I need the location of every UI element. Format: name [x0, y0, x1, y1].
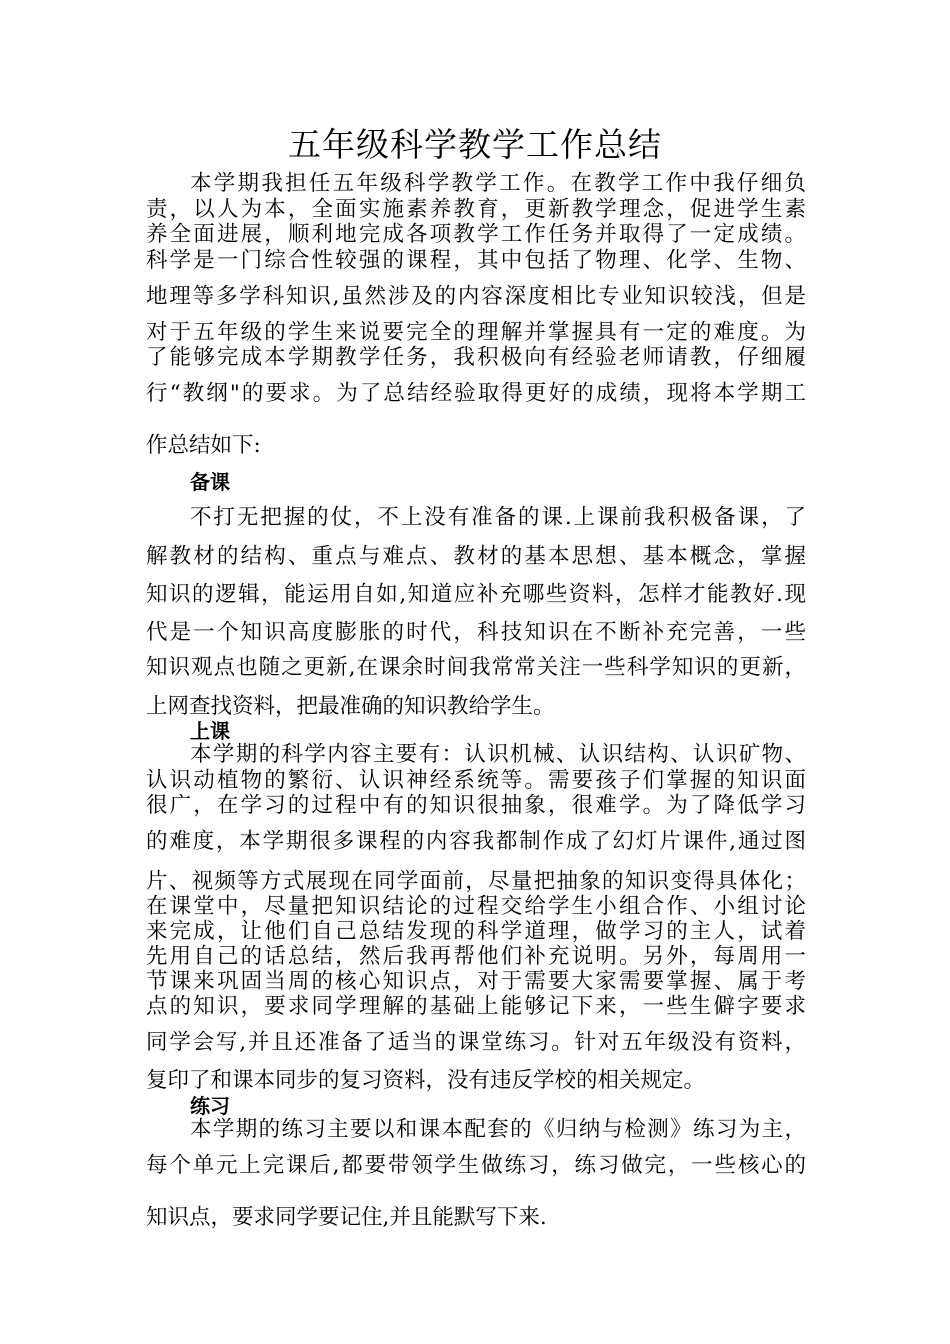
paragraph-line: 地理等多学科知识,虽然涉及的内容深度相比专业知识较浅，但是 [146, 284, 806, 309]
paragraph-line: 了能够完成本学期教学任务，我积极向有经验老师请教，仔细履 [146, 345, 806, 370]
paragraph-line: 知识点，要求同学要记住,并且能默写下来. [146, 1205, 547, 1230]
paragraph-line: 解教材的结构、重点与难点、教材的基本思想、基本概念，掌握 [146, 544, 806, 569]
paragraph-line: 来完成，让他们自己总结发现的科学道理，做学习的主人，试着 [146, 919, 806, 944]
document-title: 五年级科学教学工作总结 [288, 125, 662, 164]
section-heading: 上课 [190, 719, 230, 743]
paragraph-line: 片、视频等方式展现在同学面前，尽量把抽象的知识变得具体化； [146, 869, 806, 894]
paragraph-line: 责，以人为本，全面实施素养教育，更新教学理念，促进学生素 [146, 197, 806, 222]
paragraph-line: 行“教纲"的要求。为了总结经验取得更好的成绩，现将本学期工 [146, 381, 806, 406]
paragraph-line: 在课堂中，尽量把知识结论的过程交给学生小组合作、小组讨论 [146, 894, 806, 919]
paragraph-line: 养全面进展，顺利地完成各项教学工作任务并取得了一定成绩。 [146, 222, 806, 247]
paragraph-line: 点的知识，要求同学理解的基础上能够记下来，一些生僻字要求 [146, 994, 806, 1019]
paragraph-line: 知识的逻辑，能运用自如,知道应补充哪些资料，怎样才能教好.现 [146, 582, 806, 607]
paragraph-line: 上网查找资料，把最准确的知识教给学生。 [146, 694, 555, 719]
paragraph-line: 很广，在学习的过程中有的知识很抽象，很难学。为了降低学习 [146, 793, 806, 818]
paragraph-line: 作总结如下: [146, 433, 261, 458]
paragraph-line: 本学期的练习主要以和课本配套的《归纳与检测》练习为主， [190, 1117, 806, 1142]
paragraph-line: 每个单元上完课后,都要带领学生做练习，练习做完，一些核心的 [146, 1153, 806, 1178]
paragraph-line: 复印了和课本同步的复习资料，没有违反学校的相关规定。 [146, 1068, 706, 1093]
paragraph-line: 代是一个知识高度膨胀的时代，科技知识在不断补充完善，一些 [146, 620, 806, 645]
paragraph-line: 知识观点也随之更新,在课余时间我常常关注一些科学知识的更新， [146, 655, 806, 680]
paragraph-line: 本学期的科学内容主要有：认识机械、认识结构、认识矿物、 [190, 742, 806, 767]
paragraph-line: 的难度，本学期很多课程的内容我都制作成了幻灯片课件,通过图 [146, 829, 806, 854]
paragraph-line: 节课来巩固当周的核心知识点，对于需要大家需要掌握、属于考 [146, 969, 806, 994]
paragraph-line: 同学会写,并且还准备了适当的课堂练习。针对五年级没有资料， [146, 1030, 806, 1055]
paragraph-line: 本学期我担任五年级科学教学工作。在教学工作中我仔细负 [190, 171, 806, 196]
paragraph-line: 认识动植物的繁衍、认识神经系统等。需要孩子们掌握的知识面 [146, 768, 806, 793]
paragraph-line: 先用自己的话总结，然后我再帮他们补充说明。另外，每周用一 [146, 944, 806, 969]
paragraph-line: 科学是一门综合性较强的课程，其中包括了物理、化学、生物、 [146, 248, 806, 273]
section-heading: 练习 [190, 1094, 230, 1118]
paragraph-line: 对于五年级的学生来说要完全的理解并掌握具有一定的难度。为 [146, 320, 806, 345]
section-heading: 备课 [190, 470, 230, 494]
paragraph-line: 不打无把握的仗，不上没有准备的课.上课前我积极备课，了 [190, 505, 806, 530]
